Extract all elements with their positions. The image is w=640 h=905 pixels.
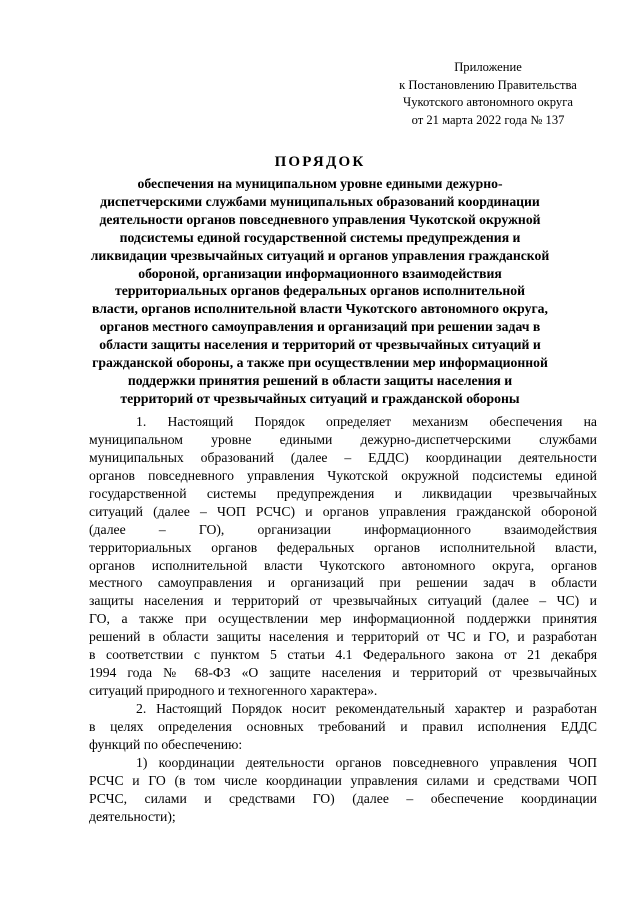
subtitle-line: области защиты населения и территорий от чрезвычайных ситуаций и [99, 337, 541, 353]
subtitle-line: гражданской обороны, а также при осуществлении мер информационной [92, 355, 548, 371]
body-line: территориальных органов федеральных органов исполнительной власти, [89, 539, 597, 555]
body-line: РСЧС, силами и средствами ГО) (далее – обеспечение координации [89, 790, 597, 806]
appendix-line: от 21 марта 2022 года № 137 [411, 112, 565, 127]
subtitle-line: обеспечения на муниципальном уровне едиными дежурно- [137, 176, 503, 191]
body-line: муниципальном уровне едиными дежурно-диспетчерскими службами [89, 431, 597, 447]
subtitle-line: органов местного самоуправления и организаций при решении задач в [99, 319, 541, 335]
body-line: местного самоуправления и организаций при решении задач в области [89, 575, 597, 591]
body-line: решений в области защиты населения и территорий от ЧС и ГО, и разработан [89, 629, 597, 645]
appendix-line: Приложение [454, 60, 522, 74]
body-line: 1. Настоящий Порядок определяет механизм обеспечения на [136, 414, 597, 429]
subtitle-line: территорий от чрезвычайных ситуаций и гражданской обороны [120, 390, 520, 406]
body-line: РСЧС и ГО (в том числе координации управления силами и средствами ЧОП [89, 772, 597, 788]
body-line: 1) координации деятельности органов повседневного управления ЧОП [136, 754, 597, 770]
subtitle-line: территориальных органов федеральных органов исполнительной [115, 283, 525, 299]
body-line: (далее – ГО), организации информационного взаимодействия [89, 521, 597, 537]
subtitle-line: ликвидации чрезвычайных ситуаций и органов управления гражданской [90, 247, 550, 263]
subtitle-line: поддержки принятия решений в области защиты населения и [127, 372, 513, 388]
body-line: 1994 года № 68-ФЗ «О защите населения и территорий от чрезвычайных [89, 665, 597, 681]
document-title: ПОРЯДОК [274, 154, 366, 170]
subtitle-line: диспетчерскими службами муниципальных образований координации [100, 193, 540, 209]
body-line: ситуаций природного и техногенного характера». [89, 683, 378, 699]
body-line: ситуаций (далее – ЧОП РСЧС) и органов управления гражданской обороной [89, 503, 597, 519]
subtitle-line: подсистемы единой государственной системы предупреждения и [119, 229, 521, 245]
body-line: 2. Настоящий Порядок носит рекомендательный характер и разработан [136, 701, 597, 716]
subtitle-line: деятельности органов повседневного управления Чукотской окружной [99, 211, 541, 227]
subtitle-line: власти, органов исполнительной власти Чукотского автономного округа, [92, 301, 548, 317]
body-line: ГО, а также при осуществлении мер информационной поддержки принятия [89, 611, 597, 627]
body-line: государственной системы предупреждения и ликвидации чрезвычайных [89, 485, 597, 501]
body-line: деятельности); [89, 808, 176, 824]
body-line: функций по обеспечению: [89, 736, 243, 752]
document-body [89, 413, 597, 826]
subtitle-line: обороной, организации информационного взаимодействия [138, 265, 502, 281]
body-line: органов повседневного управления Чукотской окружной подсистемы единой [89, 467, 597, 483]
appendix-block [388, 59, 588, 129]
body-line: муниципальных образований (далее – ЕДДС) координации деятельности [89, 449, 597, 465]
body-line: в соответствии с пунктом 5 статьи 4.1 Федерального закона от 21 декабря [89, 647, 597, 663]
body-line: защиты населения и территорий от чрезвычайных ситуаций (далее – ЧС) и [89, 593, 597, 609]
body-line: органов исполнительной власти Чукотского автономного округа, органов [89, 557, 597, 573]
document-subtitle [78, 175, 562, 408]
body-line: в целях определения основных требований и правил исполнения ЕДДС [89, 718, 597, 734]
appendix-line: к Постановлению Правительства [399, 77, 577, 92]
appendix-line: Чукотского автономного округа [403, 95, 573, 109]
